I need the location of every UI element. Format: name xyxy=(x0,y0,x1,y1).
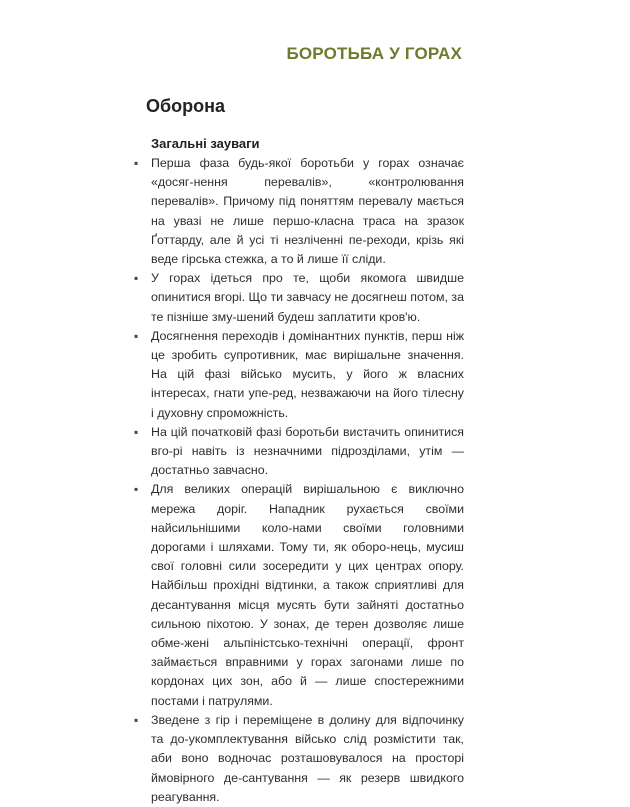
paragraph-text: Перша фаза будь-якої боротьби у горах означає «досяг-нення перевалів», «контролювання перевалів». Причому під поняттям перевалу мається на увазі не лише першо-класна траса на зразок Ґоттарду, але й усі ті незліченні пе-реходи, крізь які веде гірська стежка, а то й лише її сліди. xyxy=(151,156,464,267)
list-item xyxy=(134,711,464,807)
paragraph-text: Для великих операцій вирішальною є виключно мережа доріг. Нападник рухається своїми найсильнішими коло-нами своїми головними дорогами і шляхами. Тому ти, як оборо-нець, мусиш свої головні сили зосередити у цих центрах опору. Найбільш прохідні відтинки, а також сприятливі для десантування місця мусять бути зайняті достатньо сильною піхотою. У зонах, де терен дозволяє лише обме-жені альпіністсько-технічні операції, фронт займається вправними у горах загонами лише по кордонах цих зон, або й — лише спостережними постами і патрулями. xyxy=(151,482,464,708)
paragraph-text: Досягнення переходів і домінантних пунктів, перш ніж це зробить супротивник, має вирішальне значення. На цій фазі військо мусить, у його ж власних інтересах, гнати упе-ред, незважаючи на його тілесну і духовну спроможність. xyxy=(151,328,464,420)
bullet-marker: ▪ xyxy=(134,482,139,497)
list-item xyxy=(134,423,464,481)
paragraph-text: На цій початковій фазі боротьби вистачить опинитися вго-рі навіть із незначними підрозділами, утім — достатньо завчасно. xyxy=(151,424,464,478)
bullet-marker: ▪ xyxy=(134,271,139,286)
list-item xyxy=(134,269,464,327)
paragraph-list xyxy=(134,154,464,807)
bullet-marker: ▪ xyxy=(134,328,139,343)
bullet-marker: ▪ xyxy=(134,424,139,439)
bullet-marker: ▪ xyxy=(134,712,139,727)
section-title: Оборона xyxy=(146,96,225,116)
list-item xyxy=(134,154,464,269)
paragraph-text: У горах ідеться про те, щоби якомога швидше опинитися вгорі. Що ти завчасу не досягнеш потом, за те пізніше зму-шений будеш заплатити кров'ю. xyxy=(151,271,464,324)
page-content xyxy=(134,94,464,807)
list-item xyxy=(134,327,464,423)
paragraph-text: Зведене з гір і переміщене в долину для відпочинку та до-укомплектування військо слід розмістити так, аби воно водночас розташовувалося на просторі ймовірного де-сантування — як резерв швидкого реагування. xyxy=(151,712,464,804)
list-item xyxy=(134,480,464,710)
bullet-marker: ▪ xyxy=(134,156,139,170)
running-head: БОРОТЬБА У ГОРАХ xyxy=(286,44,462,63)
subsection-title: Загальні зауваги xyxy=(151,136,260,151)
